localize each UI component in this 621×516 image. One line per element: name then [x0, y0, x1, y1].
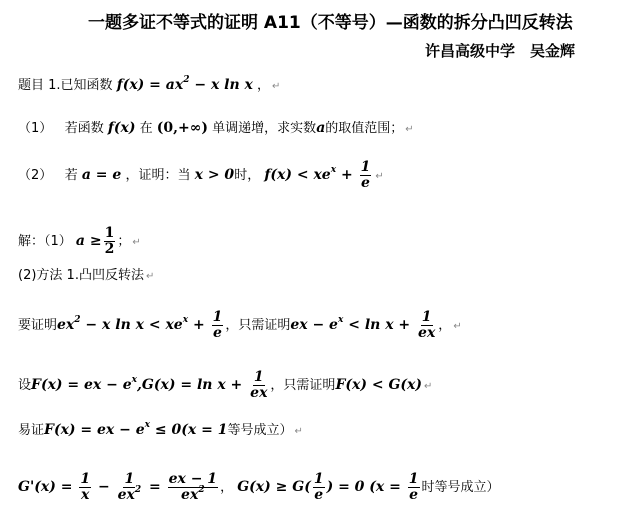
- problem-func: $f(x) = ax^2 - x$ ln x: [116, 75, 253, 93]
- fraction: $\frac{1}{ex^2}$: [117, 471, 142, 503]
- part1-line: （1） 若函数 f(x) 在 (0,+∞) 单调递增，求实数a的取值范围； ↵: [18, 120, 414, 136]
- fraction: $\frac{1}{ex}$: [250, 369, 268, 401]
- problem-label: 题目 1.已知函数: [18, 78, 113, 93]
- fraction: $\frac{1}{2}$: [104, 225, 115, 257]
- step3-line: 易证F(x) = ex − $e^x \le 0(x = 1$等号成立） ↵: [18, 420, 303, 438]
- method-label: (2)方法 1.凸凹反转法 ↵: [18, 268, 155, 283]
- author-line: 许昌高级中学 吴金辉: [425, 42, 576, 60]
- solution1-line: 解：（1） a ≥ $\frac{1}{2}$ ； ↵: [18, 225, 141, 257]
- document-title: 一题多证不等式的证明 A11（不等号）—函数的拆分凸凹反转法: [88, 13, 573, 33]
- part2-number: （2）: [18, 168, 53, 183]
- fraction: $\frac{1}{e}$: [212, 309, 223, 341]
- part2-line: （2） 若 a = e ，证明：当 x > 0时， $f(x) < xe^x$ + $\frac{1}{e}$ ↵: [18, 159, 384, 191]
- fraction: $\frac{1}{x}$: [80, 471, 91, 503]
- part1-number: （1）: [18, 121, 53, 136]
- fraction: $\frac{1}{e}$: [360, 159, 371, 191]
- step2-line: 设F(x) = ex − $e^x,G(x) = \ln x$ + $\frac{1}{ex}$ ，只需证明F(x) < G(x) ↵: [18, 369, 433, 401]
- fraction: $\frac{1}{e}$: [313, 471, 324, 503]
- fraction: $\frac{1}{e}$: [408, 471, 419, 503]
- fraction: $\frac{1}{ex}$: [418, 309, 436, 341]
- step4-line: G'(x) = $\frac{1}{x}$ − $\frac{1}{ex^2}$ = $\frac{ex - 1}{ex^2}$ ， G(x) ≥ G( $\frac{1}{e}$ ) = 0 (x = $\frac{1}{e}$ 时等号成立）: [18, 471, 500, 503]
- step1-line: 要证明$ex^2 - x$ $\ln x < xe^x$ + $\frac{1}{e}$ ，只需证明ex − $e^x < \ln x$ + $\frac{1}{ex}$ ， ↵: [18, 309, 462, 341]
- problem-line: 题目 1.已知函数 $f(x) = ax^2 - x$ ln x ， ↵: [18, 75, 281, 93]
- part2-inequality: $f(x) < xe^x$ +: [264, 165, 358, 183]
- fraction: $\frac{ex - 1}{ex^2}$: [168, 471, 218, 503]
